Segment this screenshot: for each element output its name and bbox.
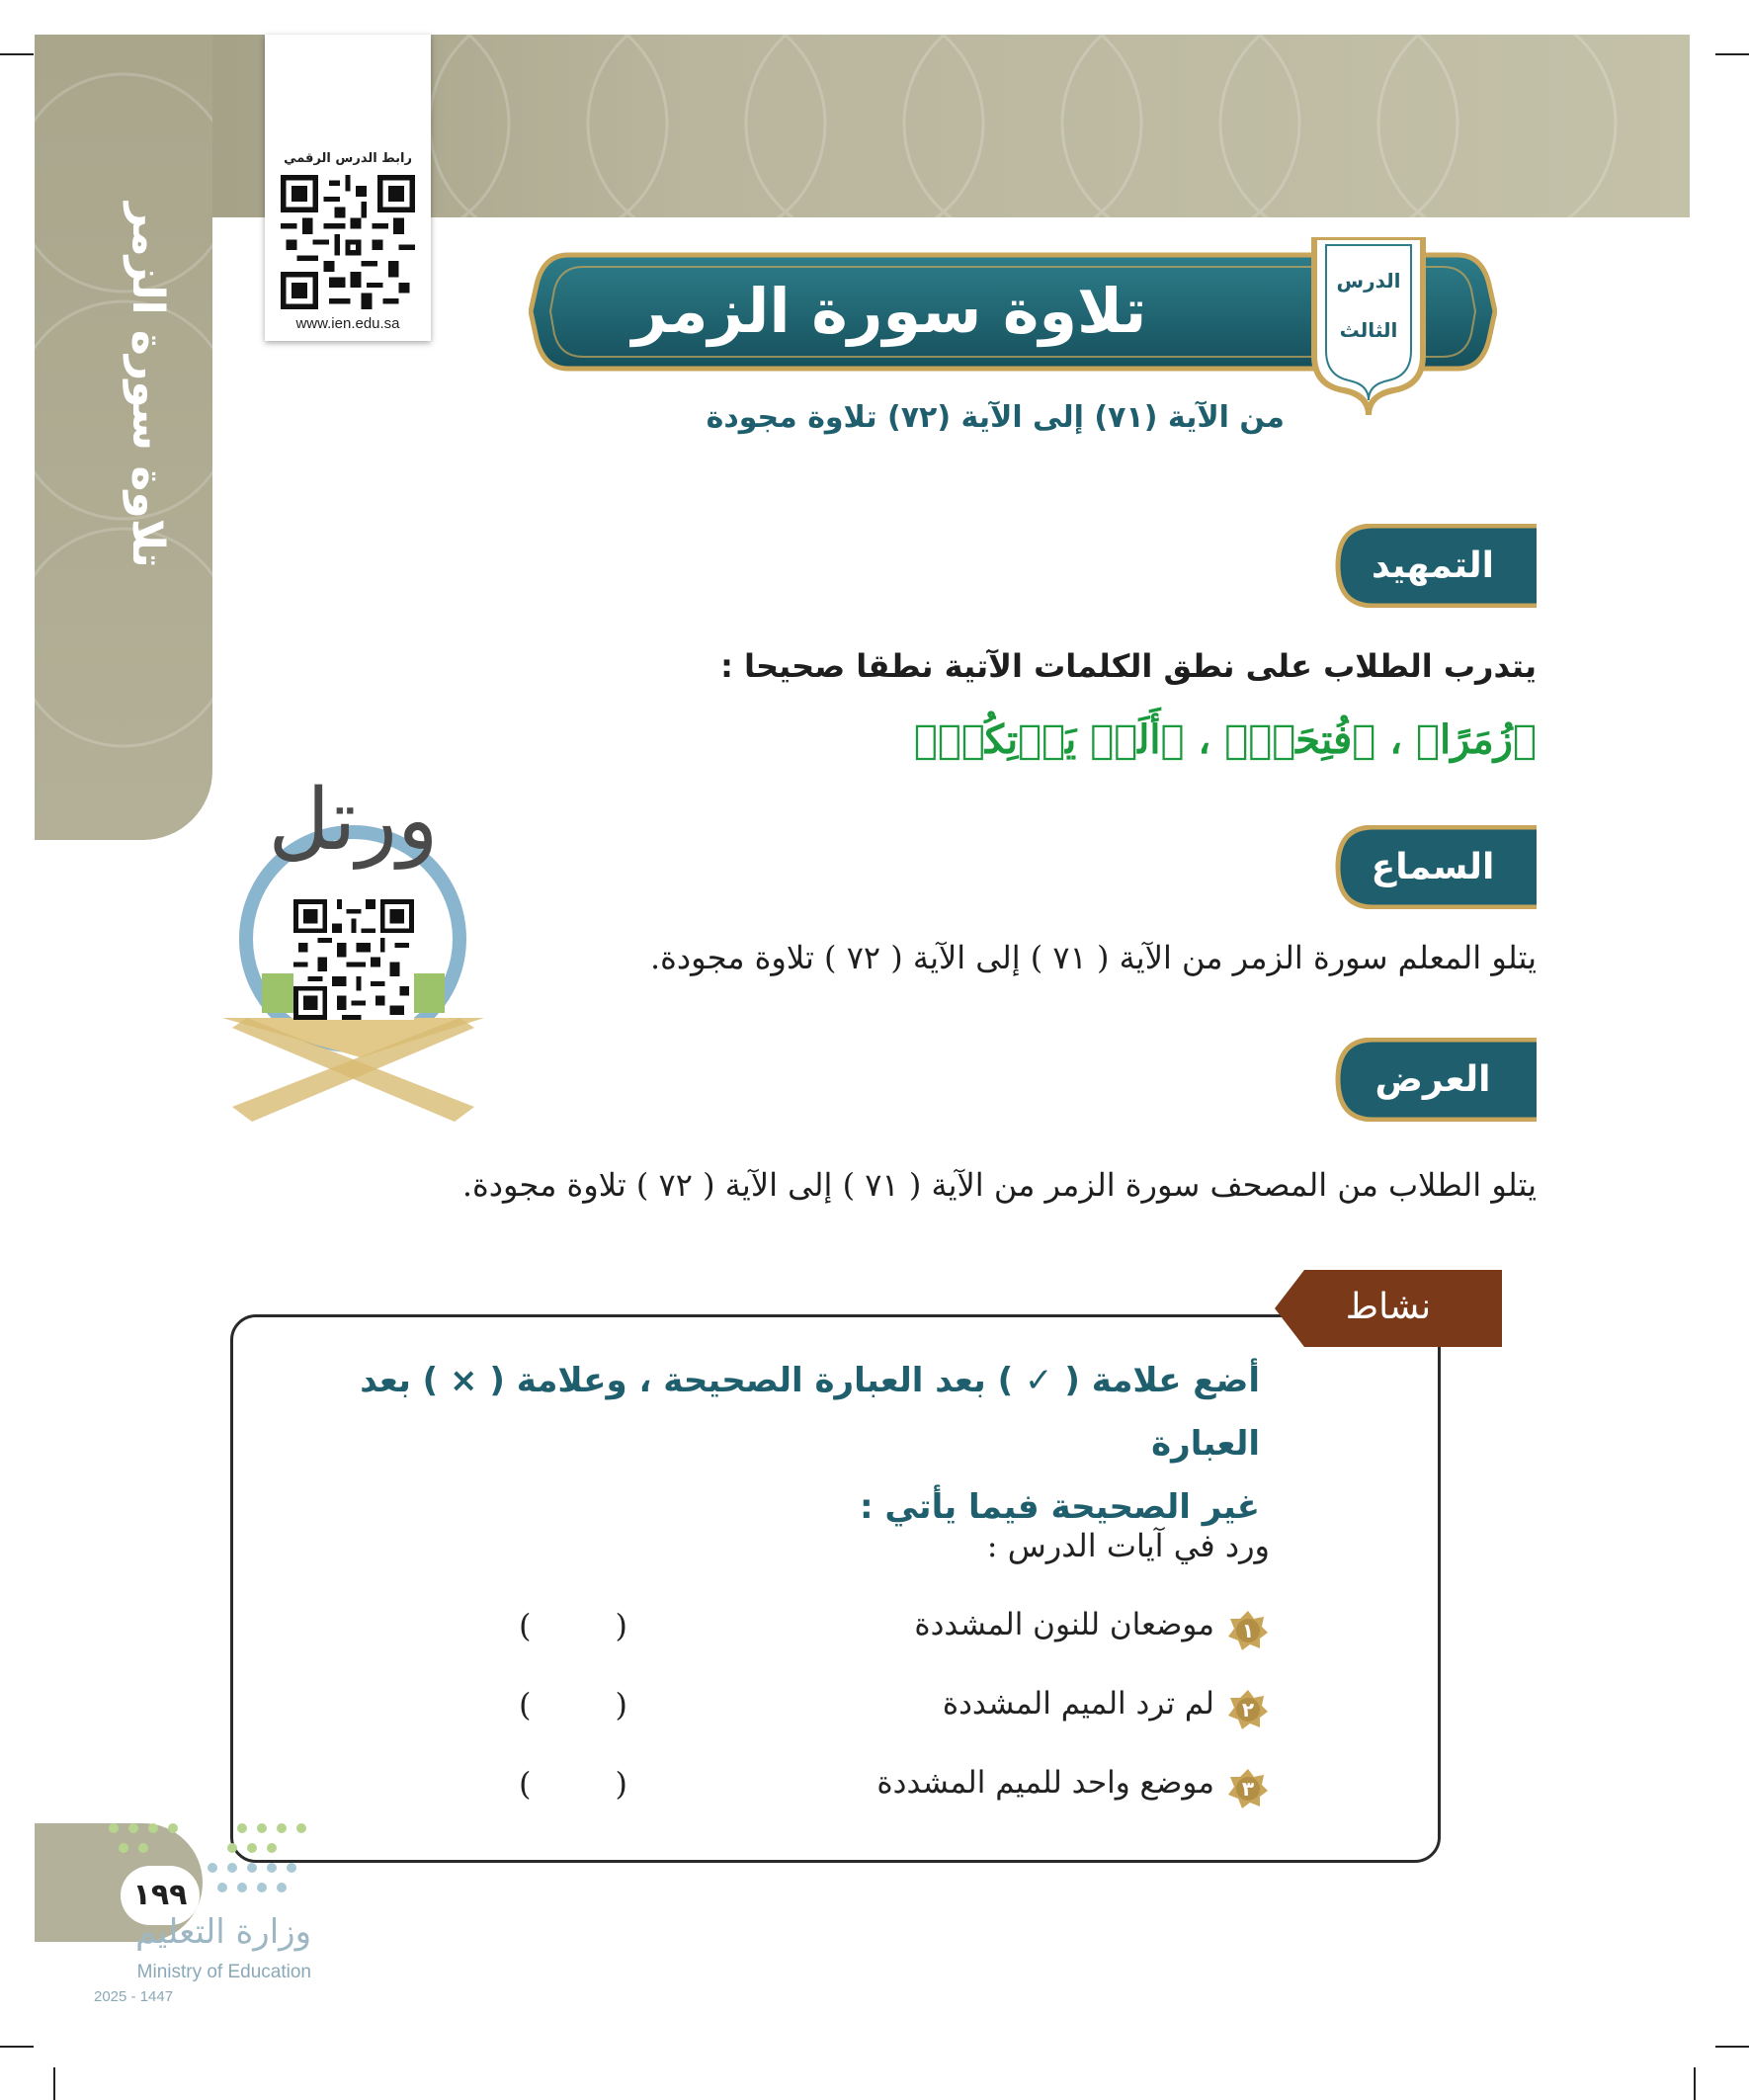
page-number: ١٩٩ xyxy=(121,1866,200,1925)
item-text: موضعان للنون المشددة xyxy=(914,1607,1214,1642)
quran-words: ﴿زُمَرًا﴾ ، ﴿فُتِحَتۡ﴾ ، ﴿أَلَمۡ يَأۡتِكُمۡ﴾ xyxy=(913,716,1537,763)
lesson-subtitle: من الآية (٧١) إلى الآية (٧٢) تلاوة مجودة xyxy=(706,400,1285,435)
question-mark-icon: ? xyxy=(1458,1265,1507,1364)
activity-instruction-line2: غير الصحيحة فيما يأتي : xyxy=(859,1487,1260,1527)
paren-open: ( xyxy=(519,1686,532,1723)
qr-label: رابط الدرس الرقمي xyxy=(284,151,412,166)
activity-label: نشاط xyxy=(1345,1287,1432,1327)
item-text: موضع واحد للميم المشددة xyxy=(876,1765,1214,1801)
answer-brackets[interactable] xyxy=(519,1607,627,1644)
activity-instruction-line1: أضع علامة ( ✓ ) بعد العبارة الصحيحة ، وعلامة ( × ) بعد العبارة xyxy=(360,1361,1260,1464)
list-item xyxy=(445,1601,1270,1660)
edition-year: 2025 - 1447 xyxy=(94,1988,174,2005)
section-label-intro: التمهيد xyxy=(1372,546,1494,586)
lesson-tag-line1: الدرس xyxy=(1336,269,1401,293)
tartil-qr-code-icon[interactable] xyxy=(293,899,414,1020)
item-number: ٣ xyxy=(1241,1777,1255,1801)
crop-mark xyxy=(53,2067,55,2100)
paren-close: ) xyxy=(615,1765,627,1803)
crop-mark xyxy=(1715,2046,1749,2048)
item-text: لم ترد الميم المشددة xyxy=(942,1686,1214,1722)
qr-url[interactable]: www.ien.edu.sa xyxy=(295,315,400,332)
item-number: ١ xyxy=(1241,1619,1255,1642)
crop-mark xyxy=(1694,2067,1696,2100)
side-chapter-title: تلاوة سورة الزمر xyxy=(123,203,173,568)
answer-brackets[interactable] xyxy=(519,1686,627,1723)
crop-mark xyxy=(0,53,34,55)
tartil-logo-text: ورتل xyxy=(268,771,439,870)
paren-open: ( xyxy=(519,1765,532,1803)
listen-text: يتلو المعلم سورة الزمر من الآية ( ٧١ ) إلى الآية ( ٧٢ ) تلاوة مجودة. xyxy=(649,939,1537,976)
tartil-logo[interactable] xyxy=(222,741,484,1127)
present-text: يتلو الطلاب من المصحف سورة الزمر من الآية ( ٧١ ) إلى الآية ( ٧٢ ) تلاوة مجودة. xyxy=(461,1166,1537,1204)
crop-mark xyxy=(1715,53,1749,55)
paren-close: ) xyxy=(615,1686,627,1723)
lesson-tag-line2: الثالث xyxy=(1339,318,1398,342)
activity-intro: ورد في آيات الدرس : xyxy=(986,1527,1270,1564)
qr-code-icon[interactable] xyxy=(281,175,415,309)
crop-mark xyxy=(0,2046,34,2048)
answer-brackets[interactable] xyxy=(519,1765,627,1803)
paren-open: ( xyxy=(519,1607,532,1644)
ministry-name-ar: وزارة التعليم xyxy=(135,1912,311,1952)
digital-lesson-qr-card[interactable] xyxy=(265,35,431,341)
list-item xyxy=(445,1759,1270,1818)
paren-close: ) xyxy=(615,1607,627,1644)
section-label-present: العرض xyxy=(1374,1059,1491,1100)
section-label-listen: السماع xyxy=(1371,847,1495,887)
list-item xyxy=(445,1680,1270,1739)
page-title: تلاوة سورة الزمر xyxy=(631,275,1147,347)
item-number: ٢ xyxy=(1241,1698,1255,1722)
activity-instruction xyxy=(257,1349,1260,1539)
intro-text: يتدرب الطلاب على نطق الكلمات الآتية نطقا صحيحا : xyxy=(720,647,1537,685)
ministry-name-en: Ministry of Education xyxy=(136,1962,311,1982)
